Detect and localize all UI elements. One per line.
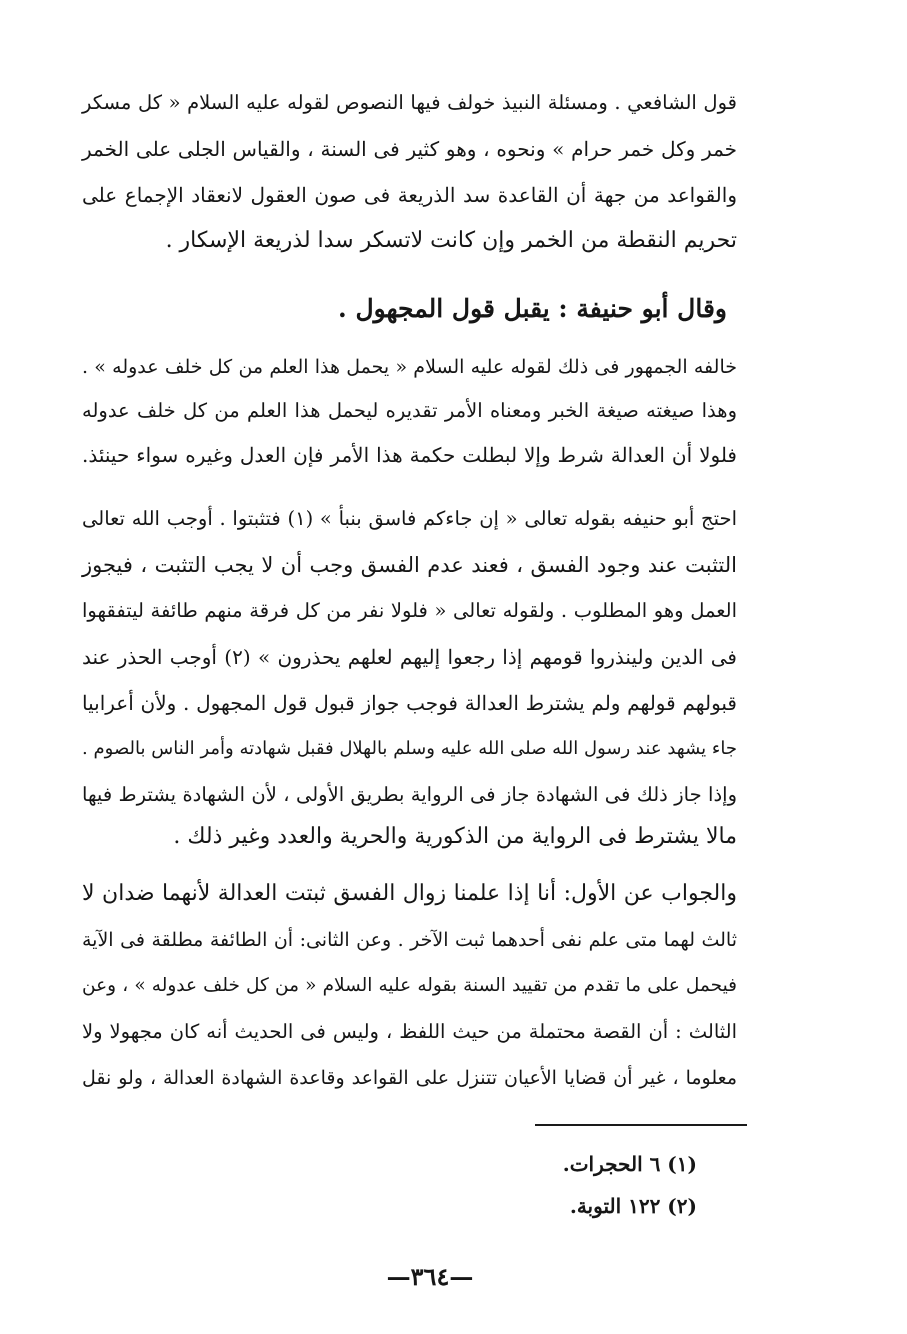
- text-line: قبولهم قولهم ولم يشترط العدالة فوجب جواز قبول قول المجهول . ولأن أعرابيا: [82, 691, 737, 715]
- text-line: تحريم النقطة من الخمر وإن كانت لاتسكر سدا لذريعة الإسكار .: [165, 228, 737, 253]
- paragraph-1: [82, 86, 737, 261]
- text-line: الثالث : أن القصة محتملة من حيث اللفظ ، وليس فى الحديث أنه كان مجهولا ولا: [82, 1020, 737, 1043]
- text-line: وهذا صيغته صيغة الخبر ومعناه الأمر تقديره ليحمل هذا العلم من كل خلف عدوله: [82, 399, 737, 422]
- paragraph-2: [82, 350, 737, 480]
- text-line: التثبت عند وجود الفسق ، فعند عدم الفسق وجب أن لا يجب التثبت ، فيجوز: [82, 553, 737, 577]
- text-line: فى الدين ولينذروا قومهم إذا رجعوا إليهم لعلهم يحذرون » (٢) أوجب الحذر عند: [82, 645, 737, 669]
- text-line: والقواعد من جهة أن القاعدة سد الذريعة فى صون العقول لانعقاد الإجماع على: [82, 183, 737, 207]
- text-line: العمل وهو المطلوب . ولقوله تعالى « فلولا نفر من كل فرقة منهم طائفة ليتفقهوا: [82, 599, 737, 622]
- text-line: والجواب عن الأول: أنا إذا علمنا زوال الفسق ثبتت العدالة لأنهما ضدان لا: [82, 881, 737, 906]
- text-line: فيحمل على ما تقدم من تقييد السنة بقوله عليه السلام « من كل خلف عدوله » ، وعن: [82, 975, 737, 996]
- text-line: احتج أبو حنيفه بقوله تعالى « إن جاءكم فاسق بنبأ » (١) فتثبتوا . أوجب الله تعالى: [82, 507, 737, 530]
- text-line: خمر وكل خمر حرام » ونحوه ، وهو كثير فى السنة ، والقياس الجلى على الخمر: [82, 137, 737, 161]
- text-line: قول الشافعي . ومسئلة النبيذ خولف فيها النصوص لقوله عليه السلام « كل مسكر: [82, 91, 737, 114]
- paragraph-3: [82, 500, 737, 850]
- footnote-1: (١) ٦ الحجرات.: [562, 1152, 697, 1176]
- footnote-2: (٢) ١٢٢ التوبة.: [569, 1194, 697, 1218]
- paragraph-4: [82, 875, 737, 1105]
- text-line: جاء يشهد عند رسول الله صلى الله عليه وسلم بالهلال فقبل شهادته وأمر الناس بالصوم .: [82, 738, 737, 759]
- footnote-divider: [535, 1124, 747, 1126]
- text-line: خالفه الجمهور فى ذلك لقوله عليه السلام « يحمل هذا العلم من كل خلف عدوله » .: [82, 356, 737, 378]
- page-number: —٣٦٤—: [386, 1262, 474, 1291]
- text-line: مالا يشترط فى الرواية من الذكورية والحرية والعدد وغير ذلك .: [173, 824, 737, 849]
- text-line: فلولا أن العدالة شرط وإلا لبطلت حكمة هذا الأمر فإن العدل وغيره سواء حينئذ.: [82, 443, 737, 467]
- section-heading: وقال أبو حنيفة : يقبل قول المجهول .: [338, 294, 727, 323]
- text-line: وإذا جاز ذلك فى الشهادة جاز فى الرواية بطريق الأولى ، لأن الشهادة يشترط فيها: [82, 783, 737, 806]
- text-line: معلوما ، غير أن قضايا الأعيان تتنزل على القواعد وقاعدة الشهادة العدالة ، ولو نقل: [82, 1067, 737, 1089]
- text-line: ثالث لهما متى علم نفى أحدهما ثبت الآخر . وعن الثانى: أن الطائفة مطلقة فى الآية: [82, 929, 737, 951]
